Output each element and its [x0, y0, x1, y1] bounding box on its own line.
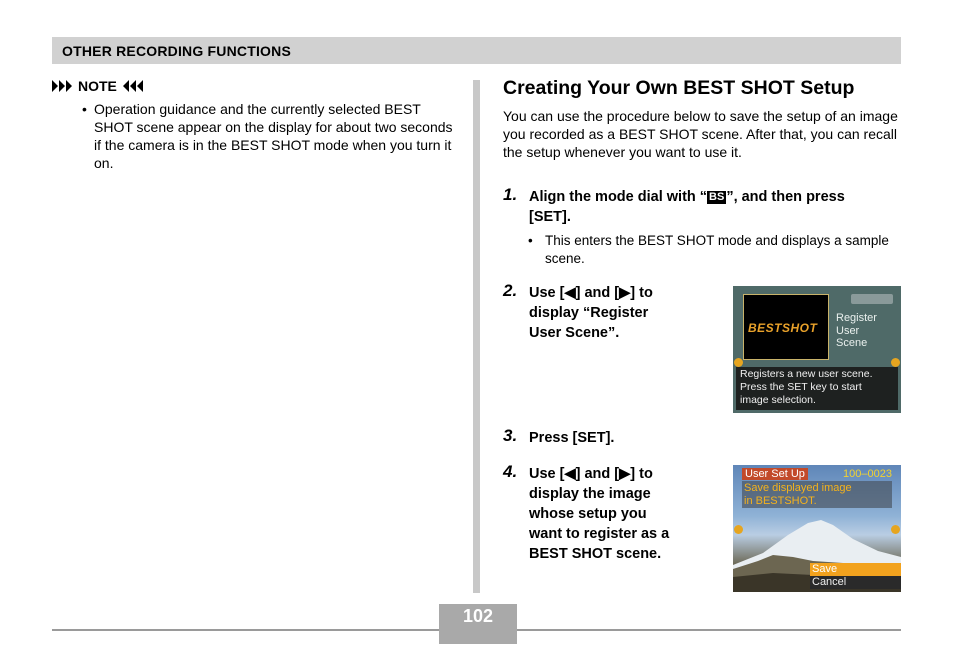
bs-mode-icon: BS: [709, 191, 725, 203]
bestshot-logo: BESTSHOT: [748, 321, 818, 335]
step-1-text-a: Align the mode dial with “: [529, 189, 708, 205]
save-option: Save: [810, 563, 901, 576]
section-header: [52, 37, 901, 64]
page-number: 102: [462, 606, 494, 626]
step-number-3: 3.: [503, 426, 518, 445]
step-1-text: [529, 187, 901, 227]
left-arrow-icon: [734, 358, 743, 367]
register-menu-label: [836, 312, 877, 350]
info-panel: [736, 367, 898, 410]
step-1-text-b: ”, and then press: [726, 189, 845, 205]
mode-badge: [851, 294, 893, 304]
note-left-icon: [52, 80, 74, 92]
menu-line: Register: [836, 312, 877, 324]
bullet-dot: •: [82, 101, 87, 117]
camera-screen-register: [733, 286, 901, 413]
info-line: image selection.: [740, 394, 816, 406]
right-arrow-icon: [891, 525, 900, 534]
step-4-line: BEST SHOT scene.: [529, 546, 662, 562]
save-message: [742, 481, 892, 508]
page-number-box: [439, 604, 517, 644]
intro-paragraph: You can use the procedure below to save the setup of an image you recorded as a BEST SHOT scene. After that, you can recall the setup whenever you want to use it.: [503, 108, 898, 160]
step-number-4: 4.: [503, 462, 518, 481]
step-3-line: Press [SET].: [529, 430, 615, 446]
left-arrow-icon: [734, 525, 743, 534]
right-arrow-icon: [891, 358, 900, 367]
step-4-text: [529, 464, 724, 564]
step-2-line: User Scene”.: [529, 325, 620, 341]
step-number-2: 2.: [503, 281, 518, 300]
note-list: [82, 100, 454, 172]
column-divider: [473, 80, 480, 593]
step-4-line: whose setup you: [529, 506, 647, 522]
cancel-option: Cancel: [810, 576, 901, 589]
step-2-line: display “Register: [529, 305, 649, 321]
note-label: NOTE: [78, 78, 117, 94]
file-counter: 100–0023: [843, 468, 892, 480]
info-line: Registers a new user scene.: [740, 368, 873, 380]
note-right-icon: [121, 80, 143, 92]
step-1-text-c: [SET].: [529, 209, 571, 225]
step-2-text: [529, 283, 719, 343]
page-title: Creating Your Own BEST SHOT Setup: [503, 77, 855, 99]
note-item: Operation guidance and the currently selected BEST SHOT scene appear on the display for about two seconds if the camera is in the BEST SHOT mode when you turn it on.: [94, 101, 453, 171]
step-2-line: Use [◀] and [▶] to: [529, 285, 653, 301]
info-line: Press the SET key to start: [740, 381, 862, 393]
user-setup-tag: User Set Up: [742, 468, 808, 480]
message-line: in BESTSHOT.: [744, 495, 817, 507]
step-4-line: display the image: [529, 486, 651, 502]
step-number-1: 1.: [503, 185, 518, 204]
bestshot-thumbnail: [743, 294, 829, 360]
note-heading: [52, 78, 143, 94]
step-4-line: want to register as a: [529, 526, 670, 542]
menu-line: Scene: [836, 337, 868, 349]
message-line: Save displayed image: [744, 482, 852, 494]
step-1-note-text: This enters the BEST SHOT mode and displays a sample scene.: [545, 233, 889, 266]
section-title: OTHER RECORDING FUNCTIONS: [62, 43, 291, 59]
menu-line: User: [836, 324, 860, 337]
step-4-line: Use [◀] and [▶] to: [529, 466, 653, 482]
bullet-dot: •: [528, 233, 533, 248]
camera-screen-save: [733, 465, 901, 592]
step-1-note: [528, 232, 898, 268]
step-3-text: [529, 428, 719, 448]
